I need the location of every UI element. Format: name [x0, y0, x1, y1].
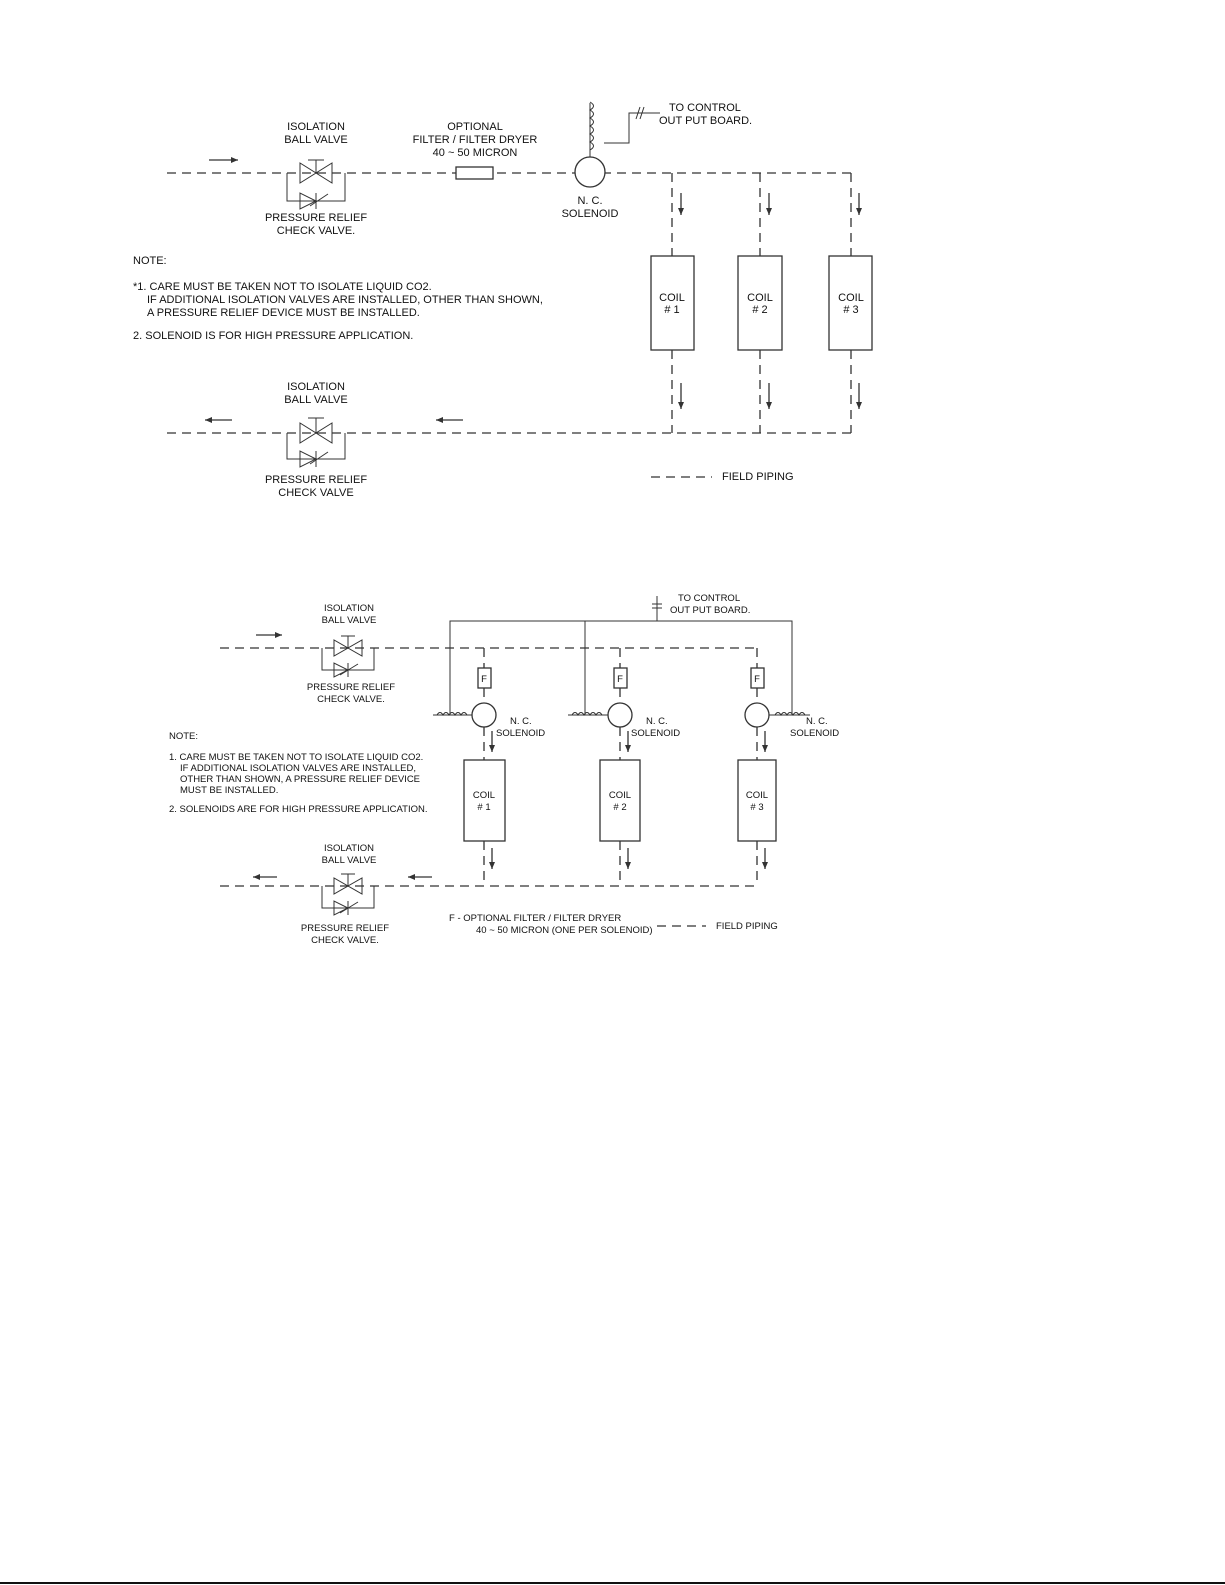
- note-item2: 2. SOLENOID IS FOR HIGH PRESSURE APPLICATION.: [133, 330, 414, 342]
- note2-item1-line3: OTHER THAN SHOWN, A PRESSURE RELIEF DEVICE: [180, 774, 421, 785]
- coil-branch-2: [738, 173, 782, 433]
- coil-2-3-number: # 3: [750, 802, 764, 813]
- solenoid-label-1: N. C.: [577, 195, 603, 207]
- control-label-2: OUT PUT BOARD.: [659, 115, 753, 127]
- filter-label-3: 40 ~ 50 MICRON: [432, 147, 518, 159]
- control2-label-1: TO CONTROL: [678, 593, 741, 604]
- coil-3-number: # 3: [843, 304, 859, 316]
- inlet-relief2-label-1: PRESSURE RELIEF: [306, 682, 396, 693]
- legend-label: FIELD PIPING: [722, 471, 794, 483]
- coil-1-label: COIL: [659, 292, 685, 304]
- inlet-valve2-label-1: ISOLATION: [324, 603, 374, 614]
- note2-item1-line4: MUST BE INSTALLED.: [180, 785, 279, 796]
- note-title: NOTE:: [133, 255, 167, 267]
- outlet-valve-label-1: ISOLATION: [287, 381, 345, 393]
- solenoid-valve: [575, 157, 605, 187]
- coil-2-number: # 2: [752, 304, 768, 316]
- inlet-valve-label-2: BALL VALVE: [284, 134, 348, 146]
- inlet-ball-valve: [300, 160, 332, 183]
- diagram-multi-solenoid: [169, 593, 839, 946]
- filter-dryer: [456, 167, 493, 179]
- note-item1-line3: A PRESSURE RELIEF DEVICE MUST BE INSTALLED.: [147, 307, 420, 319]
- filter-note-line2: 40 ~ 50 MICRON (ONE PER SOLENOID): [476, 925, 653, 936]
- coil-branch-3: [829, 173, 872, 433]
- coil-2-1-label: COIL: [472, 790, 496, 801]
- solenoid-label-2: SOLENOID: [561, 208, 619, 220]
- outlet-relief-check-valve-2: [322, 886, 374, 915]
- branch-3: [738, 648, 839, 886]
- diagram-single-solenoid: [133, 102, 872, 499]
- inlet-valve2-label-2: BALL VALVE: [321, 615, 377, 626]
- outlet-relief-check-valve: [287, 433, 345, 467]
- inlet-relief2-label-2: CHECK VALVE.: [317, 694, 385, 705]
- solenoid-2-label-2: SOLENOID: [631, 728, 681, 739]
- outlet-relief2-label-1: PRESSURE RELIEF: [300, 923, 390, 934]
- solenoid-1: [472, 703, 496, 727]
- solenoid-2: [608, 703, 632, 727]
- filter-1-mark: F: [481, 674, 487, 685]
- outlet-valve-label-2: BALL VALVE: [284, 394, 348, 406]
- solenoid-2-label-1: N. C.: [646, 716, 668, 727]
- inlet-ball-valve-2: [334, 636, 362, 656]
- coil-2-1-number: # 1: [477, 802, 491, 813]
- solenoid-1-coil-icon: [433, 713, 472, 716]
- outlet-valve2-label-2: BALL VALVE: [321, 855, 377, 866]
- coil-2-label: COIL: [747, 292, 773, 304]
- outlet-relief-label-1: PRESSURE RELIEF: [264, 474, 368, 486]
- legend2-label: FIELD PIPING: [716, 921, 778, 932]
- coil-branch-1: [651, 173, 694, 433]
- control-wire: [604, 113, 660, 143]
- solenoid-1-label-1: N. C.: [510, 716, 532, 727]
- outlet-relief2-label-2: CHECK VALVE.: [311, 935, 379, 946]
- inlet-relief-check-valve-2: [322, 648, 374, 677]
- inlet-relief-label-1: PRESSURE RELIEF: [264, 212, 368, 224]
- note2-item2: 2. SOLENOIDS ARE FOR HIGH PRESSURE APPLICATION.: [169, 804, 428, 815]
- solenoid-3-label-2: SOLENOID: [790, 728, 840, 739]
- filter-label-1: OPTIONAL: [447, 121, 503, 133]
- filter-note-line1: F - OPTIONAL FILTER / FILTER DRYER: [449, 913, 622, 924]
- inlet-relief-check-valve: [287, 173, 345, 209]
- solenoid-3-label-1: N. C.: [806, 716, 828, 727]
- control-label-1: TO CONTROL: [669, 102, 741, 114]
- note-item1-line2: IF ADDITIONAL ISOLATION VALVES ARE INSTALLED, OTHER THAN SHOWN,: [147, 294, 543, 306]
- outlet-ball-valve-2: [334, 874, 362, 894]
- solenoid-coil-icon: [590, 102, 594, 157]
- outlet-relief-label-2: CHECK VALVE: [278, 487, 354, 499]
- solenoid-1-label-2: SOLENOID: [496, 728, 546, 739]
- note2-title: NOTE:: [169, 731, 199, 742]
- outlet-ball-valve: [300, 418, 332, 443]
- filter-3-mark: F: [754, 674, 760, 685]
- filter-label-2: FILTER / FILTER DRYER: [412, 134, 538, 146]
- note2-item1-line1: 1. CARE MUST BE TAKEN NOT TO ISOLATE LIQUID CO2.: [169, 752, 424, 763]
- control2-label-2: OUT PUT BOARD.: [670, 605, 751, 616]
- inlet-relief-label-2: CHECK VALVE.: [276, 225, 356, 237]
- note2-item1-line2: IF ADDITIONAL ISOLATION VALVES ARE INSTALLED,: [180, 763, 416, 774]
- solenoid-2-coil-icon: [568, 713, 608, 716]
- solenoid-3-coil-icon: [769, 713, 810, 716]
- coil-1-number: # 1: [664, 304, 680, 316]
- solenoid-3: [745, 703, 769, 727]
- outlet-valve2-label-1: ISOLATION: [324, 843, 374, 854]
- coil-3-label: COIL: [838, 292, 864, 304]
- filter-2-mark: F: [617, 674, 623, 685]
- note-item1-line1: *1. CARE MUST BE TAKEN NOT TO ISOLATE LIQUID CO2.: [133, 281, 432, 293]
- coil-2-2-label: COIL: [608, 790, 632, 801]
- inlet-valve-label-1: ISOLATION: [287, 121, 345, 133]
- coil-2-2-number: # 2: [613, 802, 627, 813]
- coil-2-3-label: COIL: [745, 790, 769, 801]
